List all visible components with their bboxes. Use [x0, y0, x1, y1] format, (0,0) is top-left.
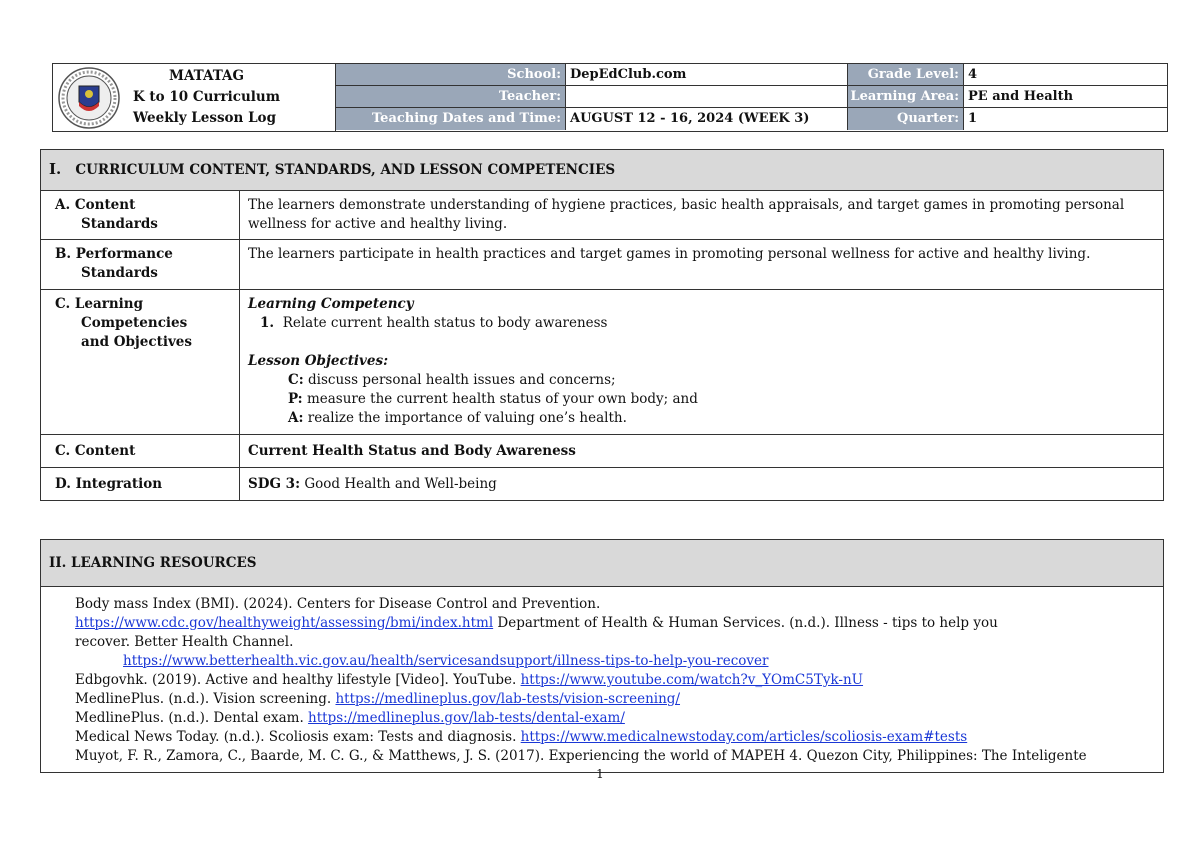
reference-vision-text: MedlinePlus. (n.d.). Vision screening. [75, 691, 336, 707]
performance-standards-label-line2: Standards [81, 265, 158, 281]
header-fields [336, 64, 1167, 131]
competencies-label-line1: C. Learning [55, 296, 144, 312]
youtube-link[interactable]: https://www.youtube.com/watch?v_YOmC5Tyk-nU [520, 672, 864, 688]
learning-competency-text: Relate current health status to body awareness [282, 315, 608, 331]
competencies-label [41, 290, 240, 435]
learning-competency-item [248, 314, 1155, 333]
teacher-value [566, 86, 848, 108]
vision-screening-link[interactable]: https://medlineplus.gov/lab-tests/vision-screening/ [335, 691, 681, 707]
objective-a-text: realize the importance of valuing one’s health. [303, 410, 627, 426]
logo-cell [53, 64, 336, 131]
header-title-curriculum: K to 10 Curriculum [133, 89, 281, 105]
header-table [52, 63, 1168, 132]
reference-youtube [75, 671, 1155, 690]
learning-resources-table [40, 539, 1164, 773]
dental-exam-link[interactable]: https://medlineplus.gov/lab-tests/dental-exam/ [308, 710, 625, 726]
page-number: 1 [596, 767, 604, 781]
teaching-dates-value: AUGUST 12 - 16, 2024 (WEEK 3) [566, 108, 848, 130]
content-standards-label [41, 191, 240, 240]
reference-bmi: Body mass Index (BMI). (2024). Centers for Disease Control and Prevention. [75, 596, 601, 612]
objective-a-key: A: [288, 410, 304, 426]
quarter-value: 1 [968, 111, 978, 126]
school-value: DepEdClub.com [566, 64, 848, 86]
objective-affective [248, 409, 1155, 428]
objective-psychomotor [248, 390, 1155, 409]
objective-p-text: measure the current health status of your own body; and [302, 391, 698, 407]
reference-vision [75, 690, 1155, 709]
section-1-number: I. [49, 160, 62, 178]
performance-standards-label-line1: B. Performance [55, 246, 173, 262]
content-standards-label-line1: A. Content [55, 197, 136, 213]
school-label: School: [336, 64, 566, 86]
reference-scoliosis [75, 728, 1155, 747]
reference-muyot: Muyot, F. R., Zamora, C., Baarde, M. C. G., & Matthews, J. S. (2017). Experiencing the world of MAPEH 4. Quezon City, Philippines: The Inteligente [75, 748, 1087, 764]
grade-level-value: 4 [964, 64, 1167, 86]
performance-standards-text: The learners participate in health practices and target games in promoting personal wellness for active and healthy living. [240, 240, 1164, 290]
reference-youtube-text: Edbgovhk. (2019). Active and healthy lifestyle [Video]. YouTube. [75, 672, 521, 688]
betterhealth-link[interactable]: https://www.betterhealth.vic.gov.au/health/servicesandsupport/illness-tips-to-help-you-recover [123, 653, 769, 669]
integration-key: SDG 3: [248, 475, 301, 492]
competencies-cell [240, 290, 1164, 435]
reference-illness-text: Department of Health & Human Services. (n.d.). Illness - tips to help you [493, 615, 998, 631]
content-text: Current Health Status and Body Awareness [240, 435, 1164, 468]
competencies-label-line2: Competencies [81, 315, 188, 331]
integration-label: D. Integration [41, 468, 240, 501]
content-label: C. Content [41, 435, 240, 468]
scoliosis-link[interactable]: https://www.medicalnewstoday.com/articles/scoliosis-exam#tests [520, 729, 968, 745]
header-title-block [133, 66, 280, 129]
reference-cdc-link-line [75, 614, 1155, 633]
objective-cognitive [248, 371, 1155, 390]
references-list [41, 587, 1164, 773]
reference-illness-cont: recover. Better Health Channel. [75, 634, 294, 650]
reference-scoliosis-text: Medical News Today. (n.d.). Scoliosis exam: Tests and diagnosis. [75, 729, 521, 745]
content-standards-text: The learners demonstrate understanding of hygiene practices, basic health appraisals, and target games in promoting personal wellness for active and healthy living. [240, 191, 1164, 240]
competencies-label-line3: and Objectives [81, 334, 192, 350]
objective-c-text: discuss personal health issues and concerns; [303, 372, 616, 388]
cdc-link[interactable]: https://www.cdc.gov/healthyweight/assessing/bmi/index.html [75, 615, 494, 631]
integration-cell [240, 468, 1164, 501]
quarter-label: Quarter: [848, 108, 964, 130]
objective-c-key: C: [288, 372, 304, 388]
teacher-label: Teacher: [336, 86, 566, 108]
grade-level-label: Grade Level: [848, 64, 964, 86]
curriculum-section-table [40, 149, 1164, 501]
section-1-heading [41, 150, 1164, 191]
reference-dental-text: MedlinePlus. (n.d.). Dental exam. [75, 710, 309, 726]
section-1-title: CURRICULUM CONTENT, STANDARDS, AND LESSON COMPETENCIES [75, 162, 616, 178]
lesson-objectives-heading: Lesson Objectives: [248, 353, 389, 369]
reference-betterhealth-line [75, 652, 1155, 671]
teaching-dates-label: Teaching Dates and Time: [336, 108, 566, 130]
learning-area-label: Learning Area: [848, 86, 964, 108]
integration-text: Good Health and Well-being [300, 475, 497, 492]
deped-seal-icon [57, 66, 121, 130]
reference-dental [75, 709, 1155, 728]
learning-area-value: PE and Health [964, 86, 1167, 108]
content-standards-label-line2: Standards [81, 216, 158, 232]
learning-competency-heading: Learning Competency [248, 296, 414, 312]
performance-standards-label [41, 240, 240, 290]
header-title-log: Weekly Lesson Log [133, 110, 277, 126]
objective-p-key: P: [288, 391, 303, 407]
section-2-heading: II. LEARNING RESOURCES [41, 540, 1164, 587]
learning-competency-number: 1. [260, 315, 275, 331]
header-title-matatag: MATATAG [169, 68, 245, 84]
